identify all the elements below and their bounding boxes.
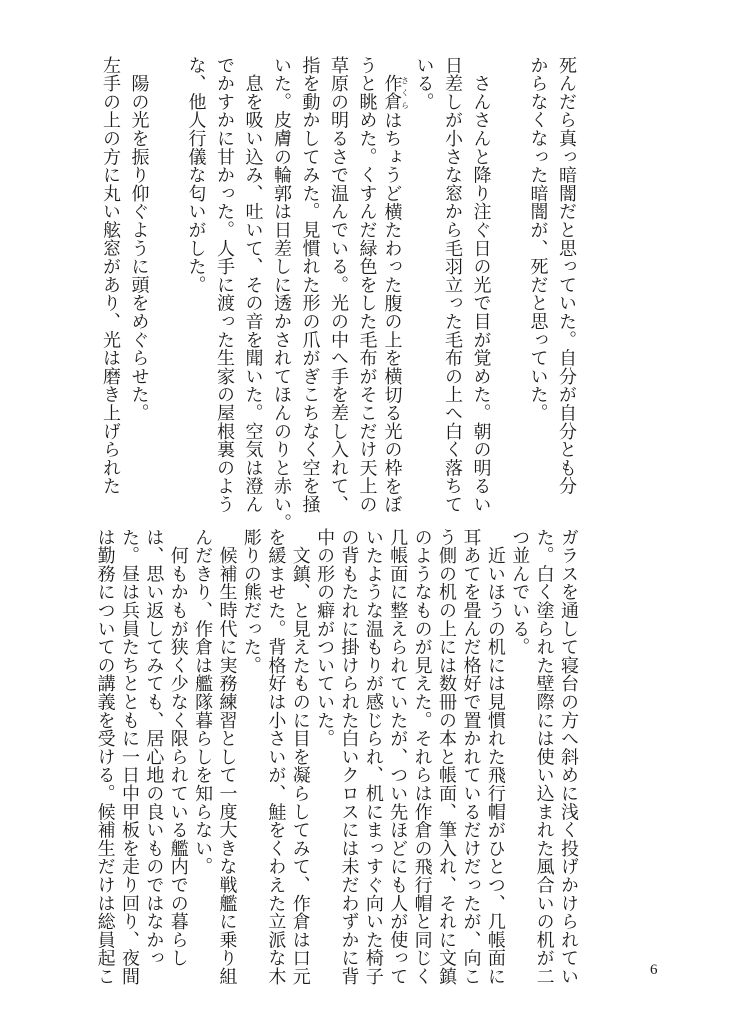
text-line: いる。	[413, 56, 435, 111]
text-line: のようなものが見えた。それらは作倉の飛行帽と同じく	[411, 528, 433, 986]
text-line: 日差しが小さな窓から毛羽立った毛布の上へ白く落ちて	[442, 56, 463, 514]
text-line: 死んだら真っ暗闇だと思っていた。自分が自分とも分	[556, 56, 577, 496]
text-line: は、思い返してみても、居心地の良いものではなかっ	[143, 528, 165, 968]
upper-text-block	[96, 56, 581, 532]
text-line: を緩ませた。背格好は小さいが、鮭をくわえた立派な木	[265, 528, 287, 986]
text-line: 指を動かしてみた。見慣れた形の爪がぎこちなく空を掻	[299, 56, 321, 514]
text-line	[381, 56, 410, 514]
text-line: いた。皮膚の輪郭は日差しに透かされてほんのりと赤い。	[271, 56, 292, 532]
text-line: からなくなった暗闇が、死だと思っていた。	[527, 56, 549, 422]
text-line: 草原の明るさで温んでいる。光の中へ手を差し入れて、	[328, 56, 349, 514]
text-line: 几帳面に整えられていたが、つい先ほどにも人が使って	[387, 528, 409, 986]
text-line: 耳あてを畳んだ格好で置かれているだけだったが、向こ	[460, 528, 482, 986]
text-line: さんさんと降り注ぐ日の光で目が覚めた。朝の明るい	[470, 56, 492, 514]
text-line: は勤務についての講義を受ける。候補生だけは総員起こ	[94, 528, 116, 986]
line-rest: はちょうど横たわった腹の上を横切る光の枠をぼ	[381, 110, 403, 514]
text-line: 何もかもが狭く少なく限られている艦内での暮らし	[167, 528, 189, 968]
text-line: う側の机の上には数冊の本と帳面、筆入れ、それに文鎮	[436, 528, 458, 986]
page-number: 6	[650, 962, 658, 978]
text-line: でかすかに甘かった。人手に渡った生家の屋根裏のよう	[214, 56, 235, 514]
text-line	[495, 56, 524, 506]
text-line: 文鎮、と見えたものに目を凝らしてみて、作倉は口元	[289, 528, 311, 986]
text-line: 左手の上の方に丸い舷窓があり、光は磨き上げられた	[100, 56, 121, 496]
text-line: うと眺めた。くすんだ緑色をした毛布がそこだけ天上の	[356, 56, 378, 514]
ruby-base: 作倉	[381, 74, 403, 111]
indent	[382, 56, 403, 74]
text-line: た。白く塗られた壁際には使い込まれた風合いの机が二	[533, 528, 555, 986]
text-line	[153, 56, 182, 506]
text-line: 中の形の癖がついていた。	[314, 528, 336, 748]
text-line: つ並んでいる。	[509, 528, 531, 657]
ruby-reading: さくら	[400, 74, 410, 111]
text-line: な、他人行儀な匂いがした。	[185, 56, 207, 294]
text-line: んだきり、作倉は艦隊暮らしを知らない。	[192, 528, 214, 876]
text-line: ガラスを通して寝台の方へ斜めに浅く投げかけられてい	[558, 528, 579, 986]
text-line: 息を吸い込み、吐いて、その音を聞いた。空気は澄ん	[242, 56, 264, 514]
text-line: た。昼は兵員たちとともに一日中甲板を走り回り、夜間	[118, 528, 140, 986]
text-line: いたような温もりが感じられ、机にまっすぐ向いた椅子	[362, 528, 384, 986]
text-line: の背もたれに掛けられた白いクロスには未だわずかに背	[338, 528, 360, 986]
text-line: 近いほうの机には見慣れた飛行帽がひとつ、几帳面に	[484, 528, 506, 986]
text-line: 陽の光を振り仰ぐように頭をめぐらせた。	[128, 56, 150, 422]
text-line: 候補生時代に実務練習として一度大きな戦艦に乗り組	[216, 528, 238, 986]
ruby-name	[381, 74, 410, 111]
lower-text-block	[92, 528, 580, 986]
text-line: 彫りの熊だった。	[240, 528, 262, 675]
